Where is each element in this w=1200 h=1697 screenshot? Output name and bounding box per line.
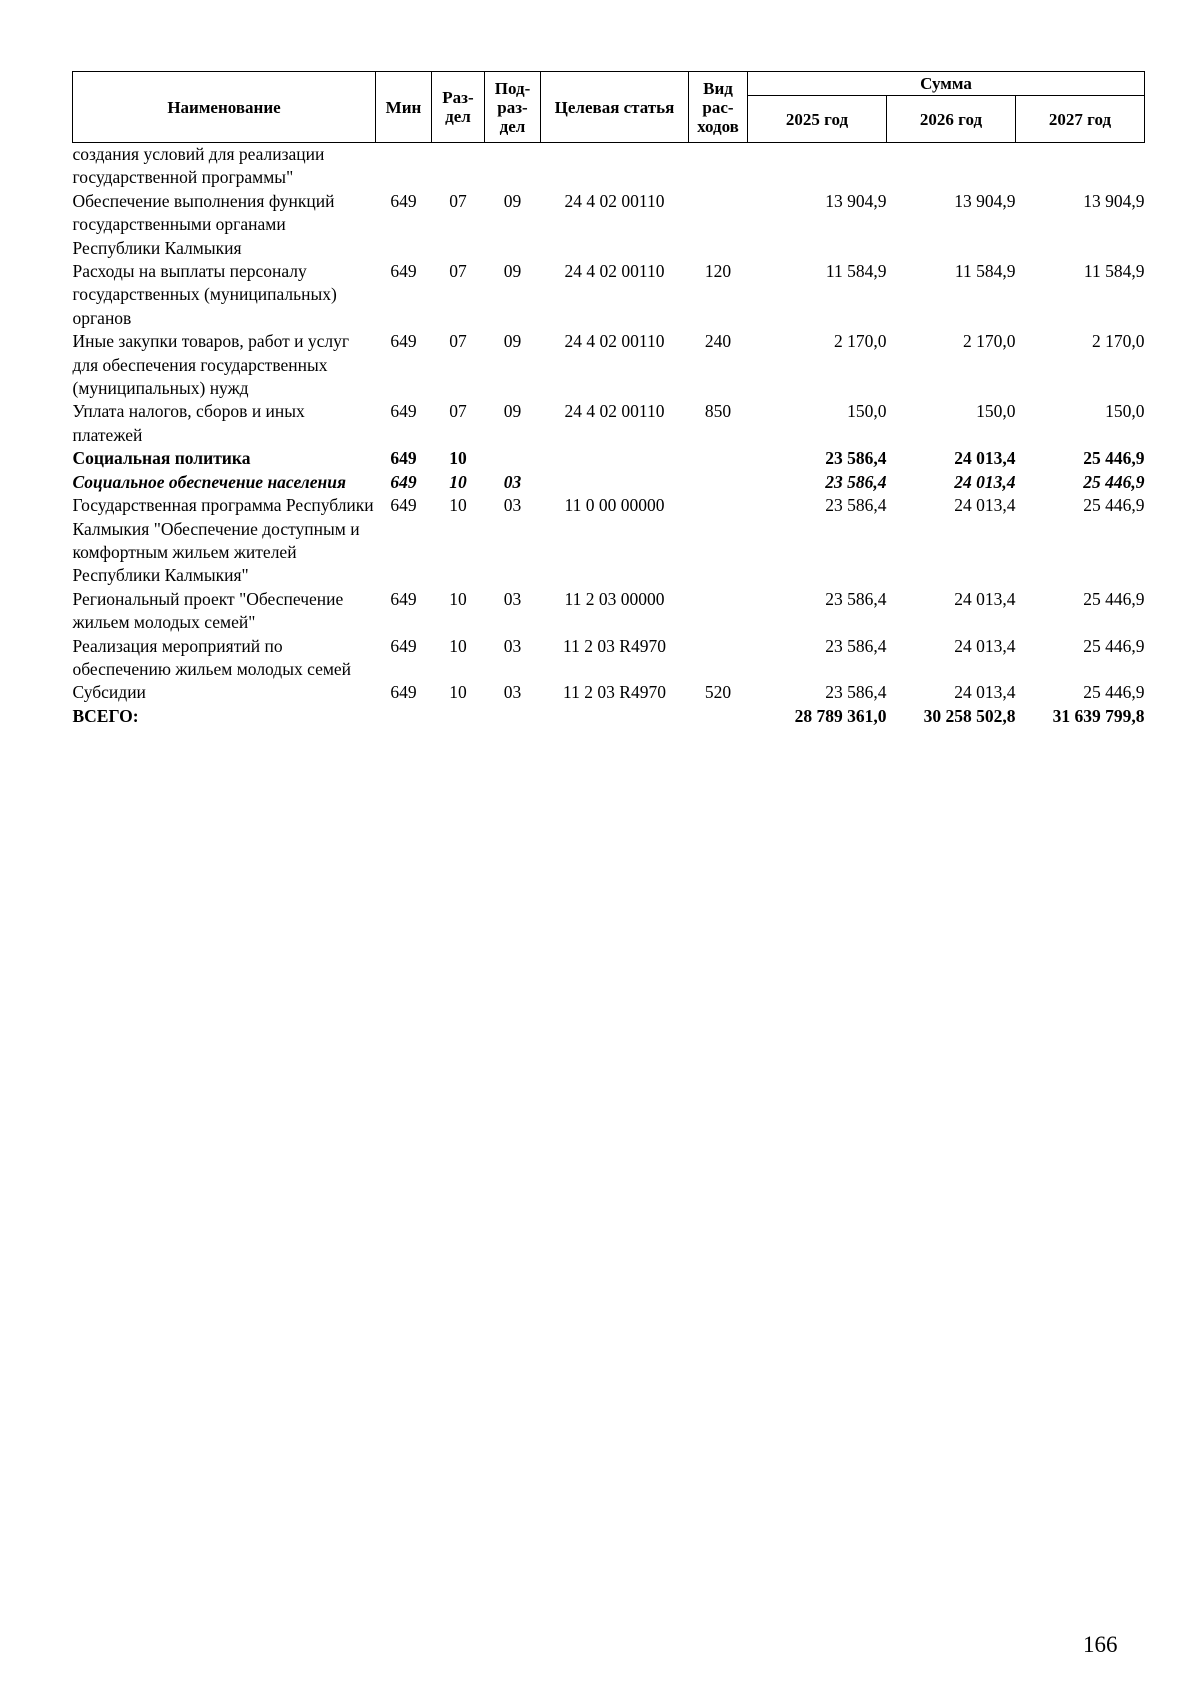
row-vid (689, 471, 748, 494)
row-vid (689, 447, 748, 470)
row-target: 24 4 02 00110 (564, 261, 665, 282)
row-2026: 150,0 (976, 401, 1016, 422)
total-2027: 31 639 799,8 (1052, 705, 1145, 726)
header-min: Мин (376, 72, 432, 143)
table-row (73, 190, 1145, 260)
row-razdel: 10 (449, 588, 467, 609)
row-target (541, 447, 689, 470)
row-name: Реализация мероприятий по обеспечению жильем молодых семей (72, 635, 352, 679)
header-vid: Вид рас-ходов (689, 72, 748, 143)
row-2025 (748, 143, 887, 190)
row-name: Обеспечение выполнения функций государственными органами Республики Калмыкия (72, 190, 335, 258)
row-name: Субсидии (72, 682, 146, 703)
row-target: 24 4 02 00110 (564, 190, 665, 211)
total-label: ВСЕГО: (72, 705, 139, 726)
row-vid: 850 (704, 401, 732, 422)
row-2026: 24 013,4 (954, 448, 1016, 469)
section-row (73, 447, 1145, 470)
header-2026: 2026 год (887, 96, 1016, 143)
total-2026: 30 258 502,8 (923, 705, 1016, 726)
row-target: 24 4 02 00110 (564, 401, 665, 422)
row-target (541, 705, 689, 728)
row-min: 649 (390, 635, 417, 656)
row-2027: 150,0 (1105, 401, 1145, 422)
row-min: 649 (390, 401, 417, 422)
header-2025: 2025 год (748, 96, 887, 143)
row-target: 24 4 02 00110 (564, 331, 665, 352)
row-target: 11 2 03 00000 (564, 588, 665, 609)
row-razdel: 07 (449, 331, 467, 352)
row-2025: 23 586,4 (825, 682, 887, 703)
row-min: 649 (390, 448, 417, 469)
row-vid (689, 705, 748, 728)
row-2027: 25 446,9 (1083, 682, 1145, 703)
row-vid (689, 635, 748, 682)
row-2026: 24 013,4 (954, 495, 1016, 516)
row-razdel: 07 (449, 401, 467, 422)
row-2027 (1016, 143, 1145, 190)
total-2025: 28 789 361,0 (794, 705, 887, 726)
row-2026 (887, 143, 1016, 190)
row-name: Социальная политика (72, 448, 251, 469)
row-target: 11 2 03 R4970 (563, 635, 666, 656)
row-2026: 24 013,4 (954, 635, 1016, 656)
header-podrazdel: Под-раз-дел (485, 72, 541, 143)
row-podrazdel: 09 (503, 190, 522, 211)
row-target: 11 0 00 00000 (564, 495, 665, 516)
row-razdel: 10 (449, 471, 467, 492)
row-name: Иные закупки товаров, работ и услуг для обеспечения государственных (муниципальных) нужд (72, 331, 350, 399)
row-podrazdel: 09 (503, 331, 522, 352)
row-2025: 23 586,4 (825, 471, 887, 492)
row-min (376, 705, 432, 728)
row-2025: 13 904,9 (825, 190, 887, 211)
row-vid: 240 (704, 331, 732, 352)
row-vid (689, 494, 748, 588)
row-podrazdel: 03 (503, 495, 522, 516)
row-min: 649 (390, 190, 417, 211)
row-min (376, 143, 432, 190)
row-min: 649 (390, 495, 417, 516)
row-target: 11 2 03 R4970 (563, 682, 666, 703)
row-podrazdel (485, 705, 541, 728)
row-podrazdel: 09 (503, 401, 522, 422)
row-vid: 120 (704, 261, 732, 282)
row-razdel: 10 (449, 495, 467, 516)
row-2026: 11 584,9 (954, 261, 1016, 282)
row-2027: 2 170,0 (1092, 331, 1145, 352)
row-vid: 520 (704, 682, 732, 703)
row-name: Государственная программа Республики Калмыкия "Обеспечение доступным и комфортным жильем жителей Республики Калмыкия" (72, 495, 374, 586)
row-2027: 25 446,9 (1083, 495, 1145, 516)
table-row (73, 330, 1145, 400)
subsection-row (73, 471, 1145, 494)
row-2026: 13 904,9 (954, 190, 1016, 211)
table-row (73, 494, 1145, 588)
row-name: создания условий для реализации государственной программы" (72, 144, 325, 188)
row-2027: 25 446,9 (1083, 448, 1145, 469)
row-vid (689, 190, 748, 260)
row-2025: 23 586,4 (825, 588, 887, 609)
budget-table (72, 71, 1145, 728)
row-2027: 25 446,9 (1083, 471, 1145, 492)
row-2027: 25 446,9 (1083, 588, 1145, 609)
page-number: 166 (1083, 1632, 1118, 1657)
table-row (73, 588, 1145, 635)
row-min: 649 (390, 471, 417, 492)
row-2025: 11 584,9 (825, 261, 887, 282)
row-podrazdel: 03 (503, 635, 522, 656)
header-sum: Сумма (748, 72, 1145, 96)
row-razdel: 10 (449, 635, 467, 656)
row-name: Социальное обеспечение населения (72, 471, 346, 492)
table-row (73, 143, 1145, 190)
row-2025: 150,0 (847, 401, 887, 422)
row-2027: 11 584,9 (1083, 261, 1145, 282)
row-podrazdel: 03 (503, 471, 522, 492)
row-name: Расходы на выплаты персоналу государственных (муниципальных) органов (72, 261, 337, 328)
row-podrazdel: 09 (503, 261, 522, 282)
table-row (73, 260, 1145, 330)
header-razdel: Раз-дел (432, 72, 485, 143)
row-podrazdel: 03 (503, 682, 522, 703)
row-vid (689, 588, 748, 635)
row-razdel (432, 705, 485, 728)
row-razdel: 07 (449, 261, 467, 282)
total-row (73, 705, 1145, 728)
header-name: Наименование (73, 72, 376, 143)
row-target (541, 471, 689, 494)
row-2027: 25 446,9 (1083, 635, 1145, 656)
row-2026: 24 013,4 (954, 471, 1016, 492)
row-min: 649 (390, 331, 417, 352)
row-2025: 23 586,4 (825, 448, 887, 469)
table-row (73, 400, 1145, 447)
row-target (541, 143, 689, 190)
table-row (73, 681, 1145, 704)
row-2026: 2 170,0 (963, 331, 1016, 352)
row-podrazdel: 03 (503, 588, 522, 609)
header-target: Целевая статья (541, 72, 689, 143)
row-2026: 24 013,4 (954, 588, 1016, 609)
header-2027: 2027 год (1016, 96, 1145, 143)
row-razdel (432, 143, 485, 190)
row-2025: 23 586,4 (825, 495, 887, 516)
row-2026: 24 013,4 (954, 682, 1016, 703)
table-header (73, 72, 1145, 143)
row-name: Уплата налогов, сборов и иных платежей (72, 401, 305, 445)
table-row (73, 635, 1145, 682)
row-name: Региональный проект "Обеспечение жильем молодых семей" (72, 588, 344, 633)
table-body (73, 143, 1145, 729)
row-razdel: 10 (449, 448, 467, 469)
row-razdel: 07 (449, 190, 467, 211)
row-min: 649 (390, 588, 417, 609)
row-2025: 2 170,0 (834, 331, 887, 352)
row-2027: 13 904,9 (1083, 190, 1145, 211)
row-podrazdel (485, 143, 541, 190)
row-min: 649 (390, 261, 417, 282)
row-min: 649 (390, 682, 417, 703)
row-podrazdel (485, 447, 541, 470)
row-vid (689, 143, 748, 190)
row-razdel: 10 (449, 682, 467, 703)
row-2025: 23 586,4 (825, 635, 887, 656)
